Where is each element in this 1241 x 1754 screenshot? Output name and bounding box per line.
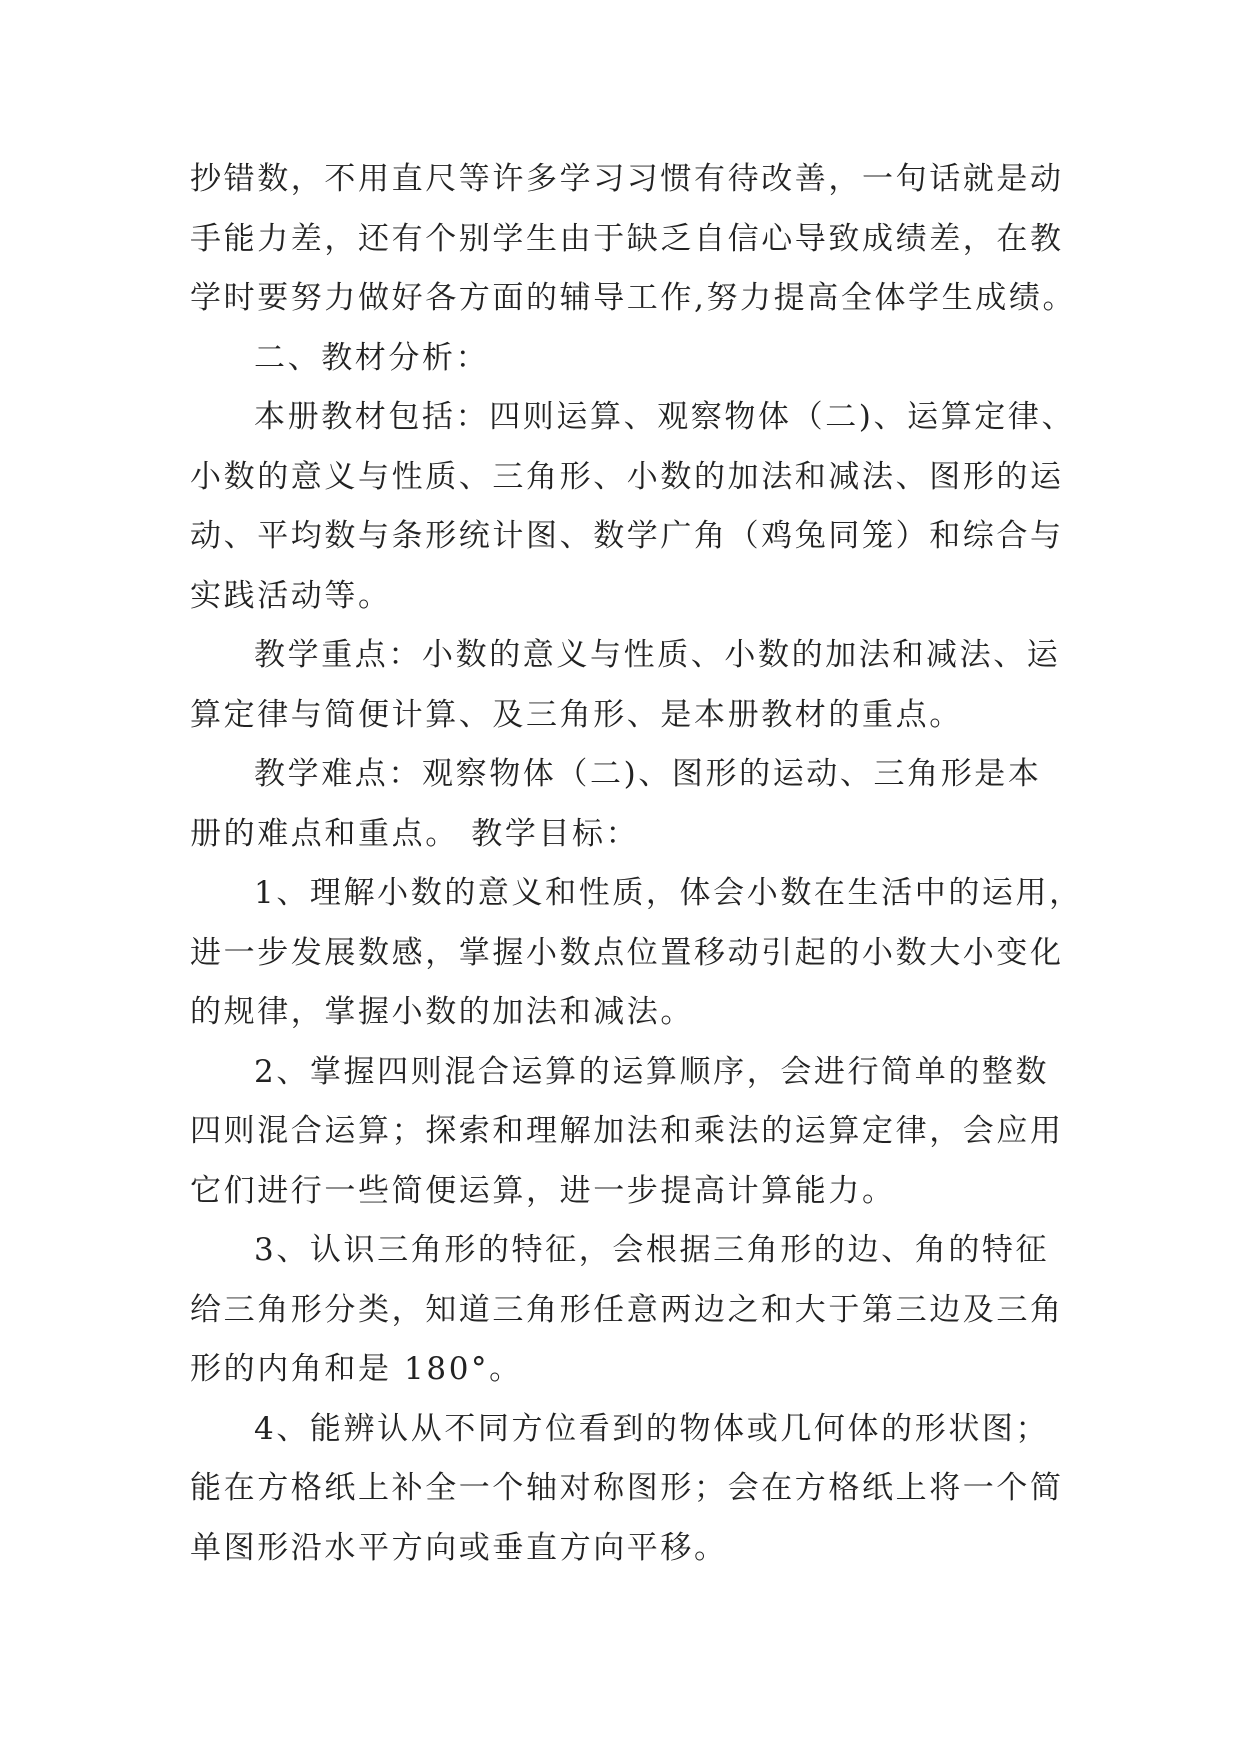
text-line: 四则混合运算；探索和理解加法和乘法的运算定律，会应用	[190, 1113, 1064, 1149]
text-line: 本册教材包括：四则运算、观察物体（二)、运算定律、	[254, 399, 1076, 435]
text-line: 能在方格纸上补全一个轴对称图形；会在方格纸上将一个简	[190, 1470, 1064, 1506]
text-line: 形的内角和是 180°。	[190, 1351, 523, 1387]
text-line: 手能力差，还有个别学生由于缺乏自信心导致成绩差，在教	[190, 220, 1064, 257]
text-line: 给三角形分类，知道三角形任意两边之和大于第三边及三角	[190, 1291, 1064, 1328]
text-line: 它们进行一些简便运算，进一步提高计算能力。	[190, 1172, 896, 1209]
document-body	[190, 150, 1090, 1578]
text-line: 进一步发展数感，掌握小数点位置移动引起的小数大小变化	[190, 934, 1064, 971]
text-line: 1、理解小数的意义和性质，体会小数在生活中的运用，	[254, 875, 1083, 911]
text-line: 小数的意义与性质、三角形、小数的加法和减法、图形的运	[190, 458, 1064, 495]
text-line: 教学难点：观察物体（二)、图形的运动、三角形是本	[254, 756, 1042, 792]
text-line: 3、认识三角形的特征，会根据三角形的边、角的特征	[254, 1232, 1050, 1268]
text-line: 册的难点和重点。 教学目标：	[190, 815, 640, 852]
text-line: 抄错数，不用直尺等许多学习习惯有待改善，一句话就是动	[190, 161, 1064, 197]
text-line: 教学重点：小数的意义与性质、小数的加法和减法、运	[254, 637, 1061, 673]
text-line: 的规律，掌握小数的加法和减法。	[190, 994, 694, 1030]
text-line: 4、能辨认从不同方位看到的物体或几何体的形状图；	[254, 1410, 1050, 1447]
section-heading: 二、教材分析：	[254, 339, 490, 376]
text-line: 动、平均数与条形统计图、数学广角（鸡兔同笼）和综合与	[190, 518, 1064, 554]
text-line: 实践活动等。	[190, 577, 392, 614]
text-line: 算定律与简便计算、及三角形、是本册教材的重点。	[190, 696, 963, 733]
text-line: 单图形沿水平方向或垂直方向平移。	[190, 1529, 728, 1566]
text-line: 学时要努力做好各方面的辅导工作,努力提高全体学生成绩。	[190, 280, 1077, 316]
text-line: 2、掌握四则混合运算的运算顺序，会进行简单的整数	[254, 1053, 1050, 1090]
